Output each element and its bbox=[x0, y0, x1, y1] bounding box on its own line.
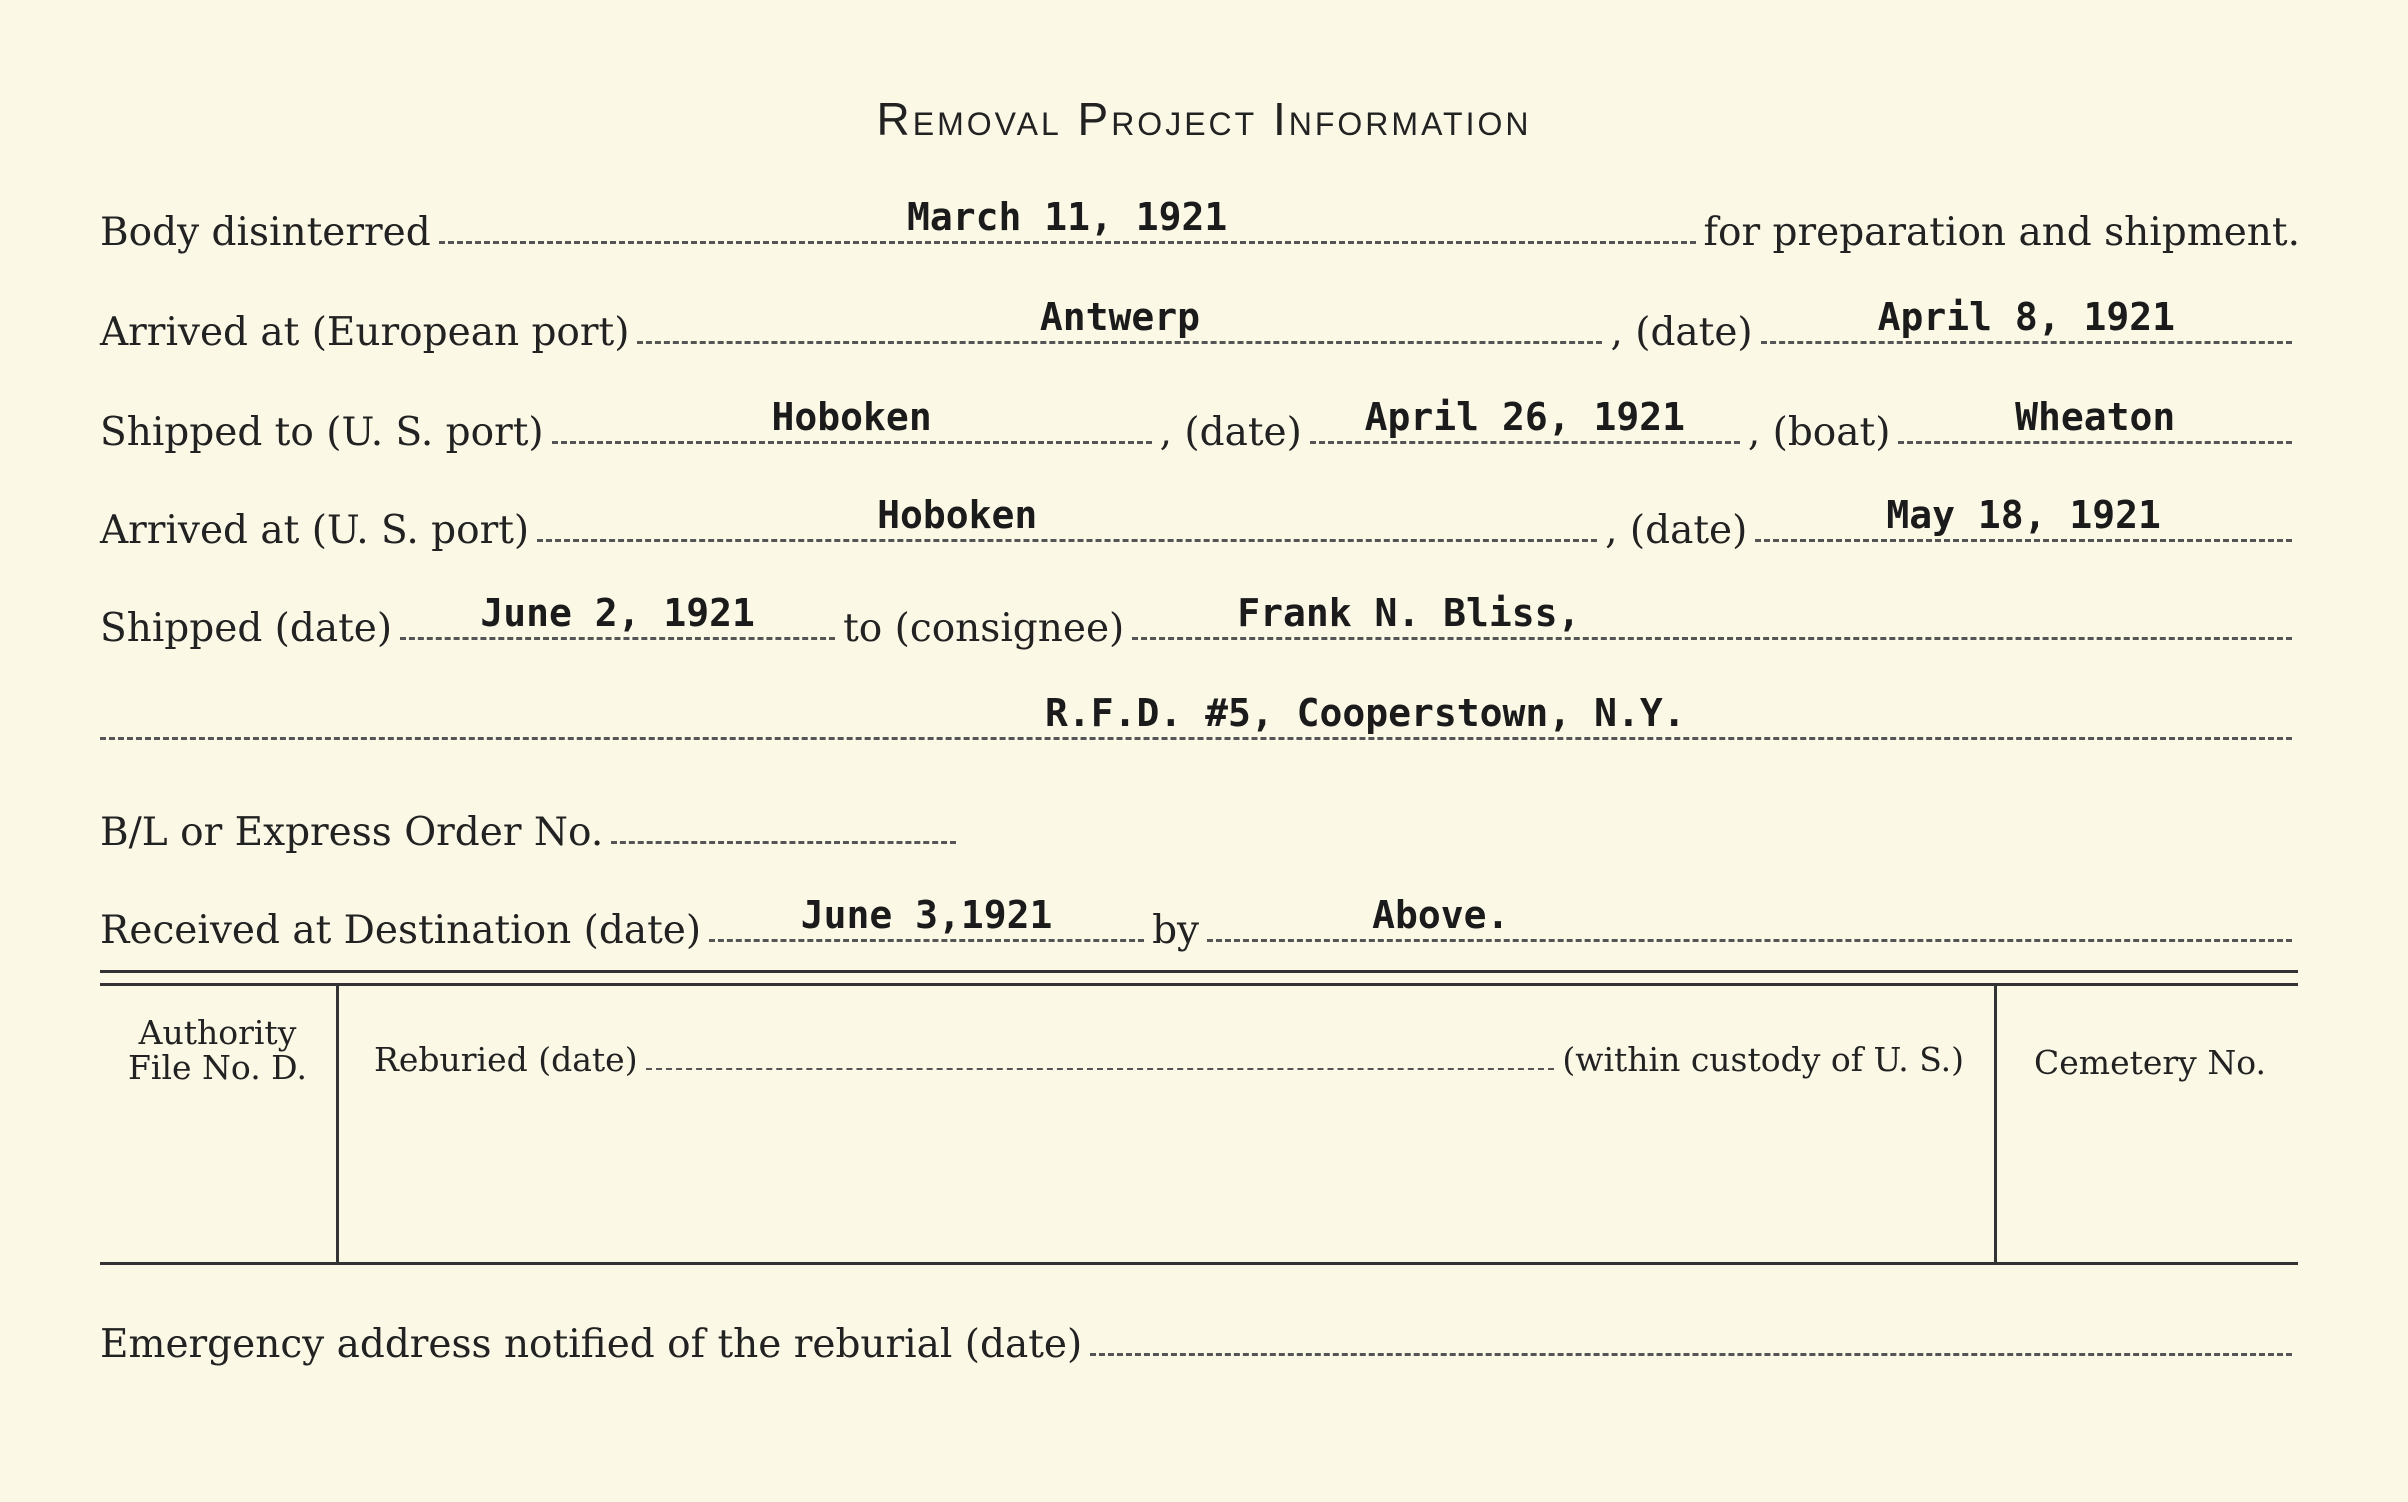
row-reburied bbox=[374, 1012, 1964, 1082]
bl-field bbox=[611, 781, 956, 844]
row-shipped bbox=[100, 574, 2300, 654]
disinterred-field bbox=[439, 181, 1696, 244]
row-received bbox=[100, 876, 2300, 956]
shipped-us-port-field bbox=[552, 381, 1152, 444]
address-field bbox=[100, 677, 2292, 740]
shipped-date-value: June 2, 1921 bbox=[480, 591, 755, 635]
row-arrived-eu bbox=[100, 278, 2300, 358]
arrived-eu-port-value: Antwerp bbox=[1039, 295, 1201, 339]
shipped-us-date-value: April 26, 1921 bbox=[1364, 395, 1685, 439]
shipped-us-boat-label: , (boat) bbox=[1747, 410, 1891, 455]
received-label: Received at Destination (date) bbox=[100, 908, 702, 953]
arrived-us-date-label: , (date) bbox=[1605, 508, 1748, 553]
box-divider-left bbox=[336, 984, 339, 1262]
disinterred-value: March 11, 1921 bbox=[906, 195, 1228, 239]
shipped-date-field bbox=[400, 577, 835, 640]
row-arrived-us bbox=[100, 476, 2300, 556]
reburied-label: Reburied (date) bbox=[374, 1040, 638, 1079]
disinterred-label: Body disinterred bbox=[100, 210, 431, 255]
arrived-us-date-value: May 18, 1921 bbox=[1886, 493, 2161, 537]
arrived-us-label: Arrived at (U. S. port) bbox=[100, 508, 530, 553]
received-date-field bbox=[709, 879, 1144, 942]
row-shipped-us bbox=[100, 378, 2300, 458]
box-bottom-rule bbox=[100, 1262, 2298, 1265]
arrived-us-port-field bbox=[537, 479, 1597, 542]
consignee-value: Frank N. Bliss, bbox=[1237, 591, 1581, 635]
shipped-us-date-field bbox=[1310, 381, 1740, 444]
box-divider-right bbox=[1994, 984, 1997, 1262]
box-top-rule bbox=[100, 970, 2298, 986]
reburied-field bbox=[646, 1028, 1555, 1070]
shipped-label: Shipped (date) bbox=[100, 606, 393, 651]
arrived-us-port-value: Hoboken bbox=[877, 493, 1038, 537]
row-emergency bbox=[100, 1290, 2300, 1370]
address-value: R.F.D. #5, Cooperstown, N.Y. bbox=[1045, 691, 1686, 735]
card-title: Removal Project Information bbox=[876, 93, 1532, 145]
emergency-field bbox=[1090, 1293, 2292, 1356]
cemetery-label: Cemetery No. bbox=[2034, 1043, 2266, 1082]
consignee-field bbox=[1132, 577, 2292, 640]
bl-label: B/L or Express Order No. bbox=[100, 810, 604, 855]
row-bl bbox=[100, 778, 2300, 858]
emergency-label: Emergency address notified of the reburial (date) bbox=[100, 1322, 1083, 1367]
arrived-eu-label: Arrived at (European port) bbox=[100, 310, 630, 355]
shipped-us-boat-value: Wheaton bbox=[2015, 395, 2176, 439]
arrived-us-date-field bbox=[1755, 479, 2292, 542]
shipped-to-label: to (consignee) bbox=[843, 606, 1125, 651]
shipped-us-port-value: Hoboken bbox=[771, 395, 932, 439]
received-by-field bbox=[1207, 879, 2292, 942]
received-by-label: by bbox=[1152, 908, 1200, 953]
shipped-us-date-label: , (date) bbox=[1159, 410, 1302, 455]
arrived-eu-date-value: April 8, 1921 bbox=[1877, 295, 2176, 339]
received-date-value: June 3,1921 bbox=[800, 893, 1053, 937]
shipped-us-boat-field bbox=[1898, 381, 2292, 444]
authority-label: Authority File No. D. bbox=[128, 1013, 307, 1087]
arrived-eu-date-label: , (date) bbox=[1610, 310, 1753, 355]
arrived-eu-date-field bbox=[1761, 281, 2292, 344]
disinterred-suffix: for preparation and shipment. bbox=[1703, 210, 2300, 255]
shipped-us-label: Shipped to (U. S. port) bbox=[100, 410, 544, 455]
row-address bbox=[100, 674, 2300, 754]
received-by-value: Above. bbox=[1372, 893, 1510, 937]
arrived-eu-port-field bbox=[637, 281, 1602, 344]
custody-label: (within custody of U. S.) bbox=[1562, 1040, 1964, 1079]
row-disinterred bbox=[100, 178, 2300, 258]
